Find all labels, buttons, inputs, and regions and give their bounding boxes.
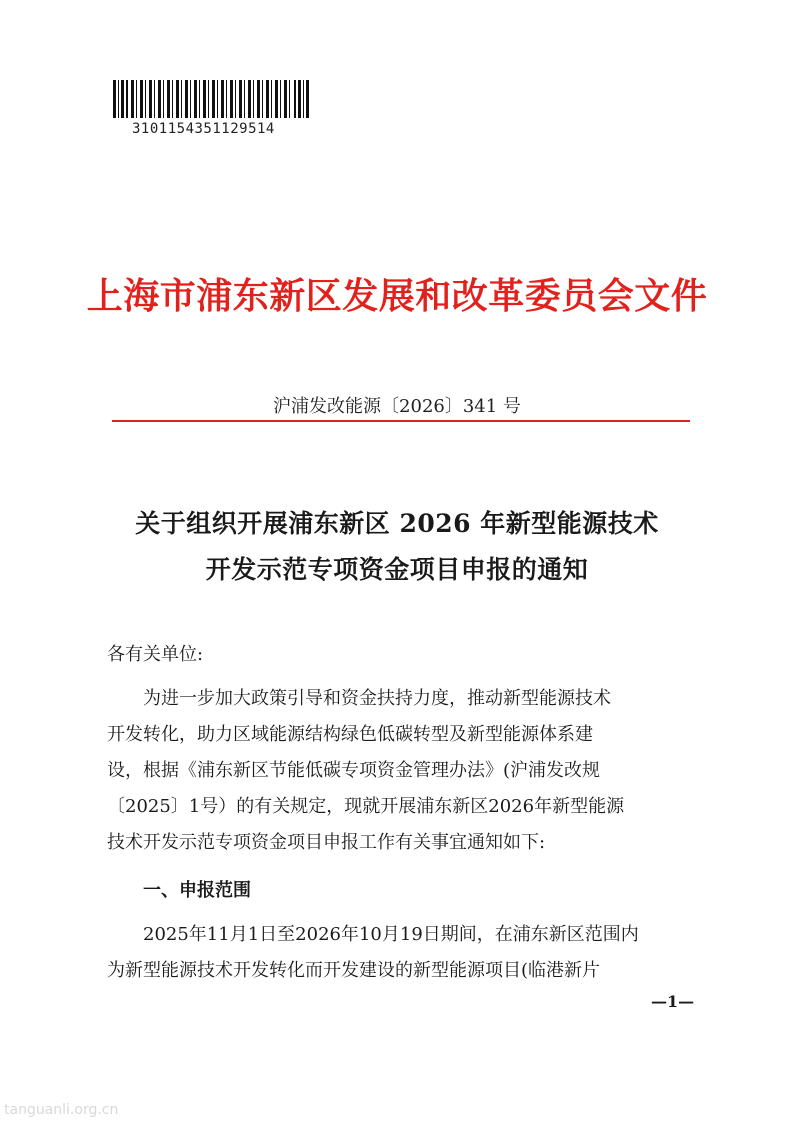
section-paragraph-line: 为新型能源技术开发转化而开发建设的新型能源项目(临港新片 bbox=[107, 960, 601, 981]
intro-paragraph-line: 开发转化，助力区域能源结构绿色低碳转型及新型能源体系建 bbox=[107, 724, 593, 745]
red-separator-line bbox=[112, 420, 690, 422]
section-paragraph-line: 2025年11月1日至2026年10月19日期间，在浦东新区范围内 bbox=[107, 924, 639, 945]
barcode-number: 3101154351129514 bbox=[132, 121, 275, 137]
notice-title-line-1: 关于组织开展浦东新区 2026 年新型能源技术 bbox=[135, 509, 659, 538]
page-number: —1— bbox=[651, 992, 695, 1011]
issuing-organization-title: 上海市浦东新区发展和改革委员会文件 bbox=[86, 275, 708, 317]
2d-code-pattern bbox=[131, 80, 291, 118]
barcode bbox=[113, 80, 313, 118]
intro-paragraph-line: 〔2025〕1号）的有关规定，现就开展浦东新区2026年新型能源 bbox=[107, 796, 625, 817]
watermark: tanguanli.org.cn bbox=[4, 1102, 119, 1118]
salutation: 各有关单位: bbox=[107, 644, 204, 665]
intro-paragraph-line: 设，根据《浦东新区节能低碳专项资金管理办法》(沪浦发改规 bbox=[107, 760, 601, 781]
section-heading-scope: 一、申报范围 bbox=[143, 880, 251, 901]
intro-paragraph-line: 技术开发示范专项资金项目申报工作有关事宜通知如下: bbox=[107, 832, 546, 853]
notice-title-line-2: 开发示范专项资金项目申报的通知 bbox=[205, 555, 589, 584]
intro-paragraph-line: 为进一步加大政策引导和资金扶持力度，推动新型能源技术 bbox=[107, 688, 611, 709]
document-number: 沪浦发改能源〔2026〕341 号 bbox=[273, 396, 521, 417]
